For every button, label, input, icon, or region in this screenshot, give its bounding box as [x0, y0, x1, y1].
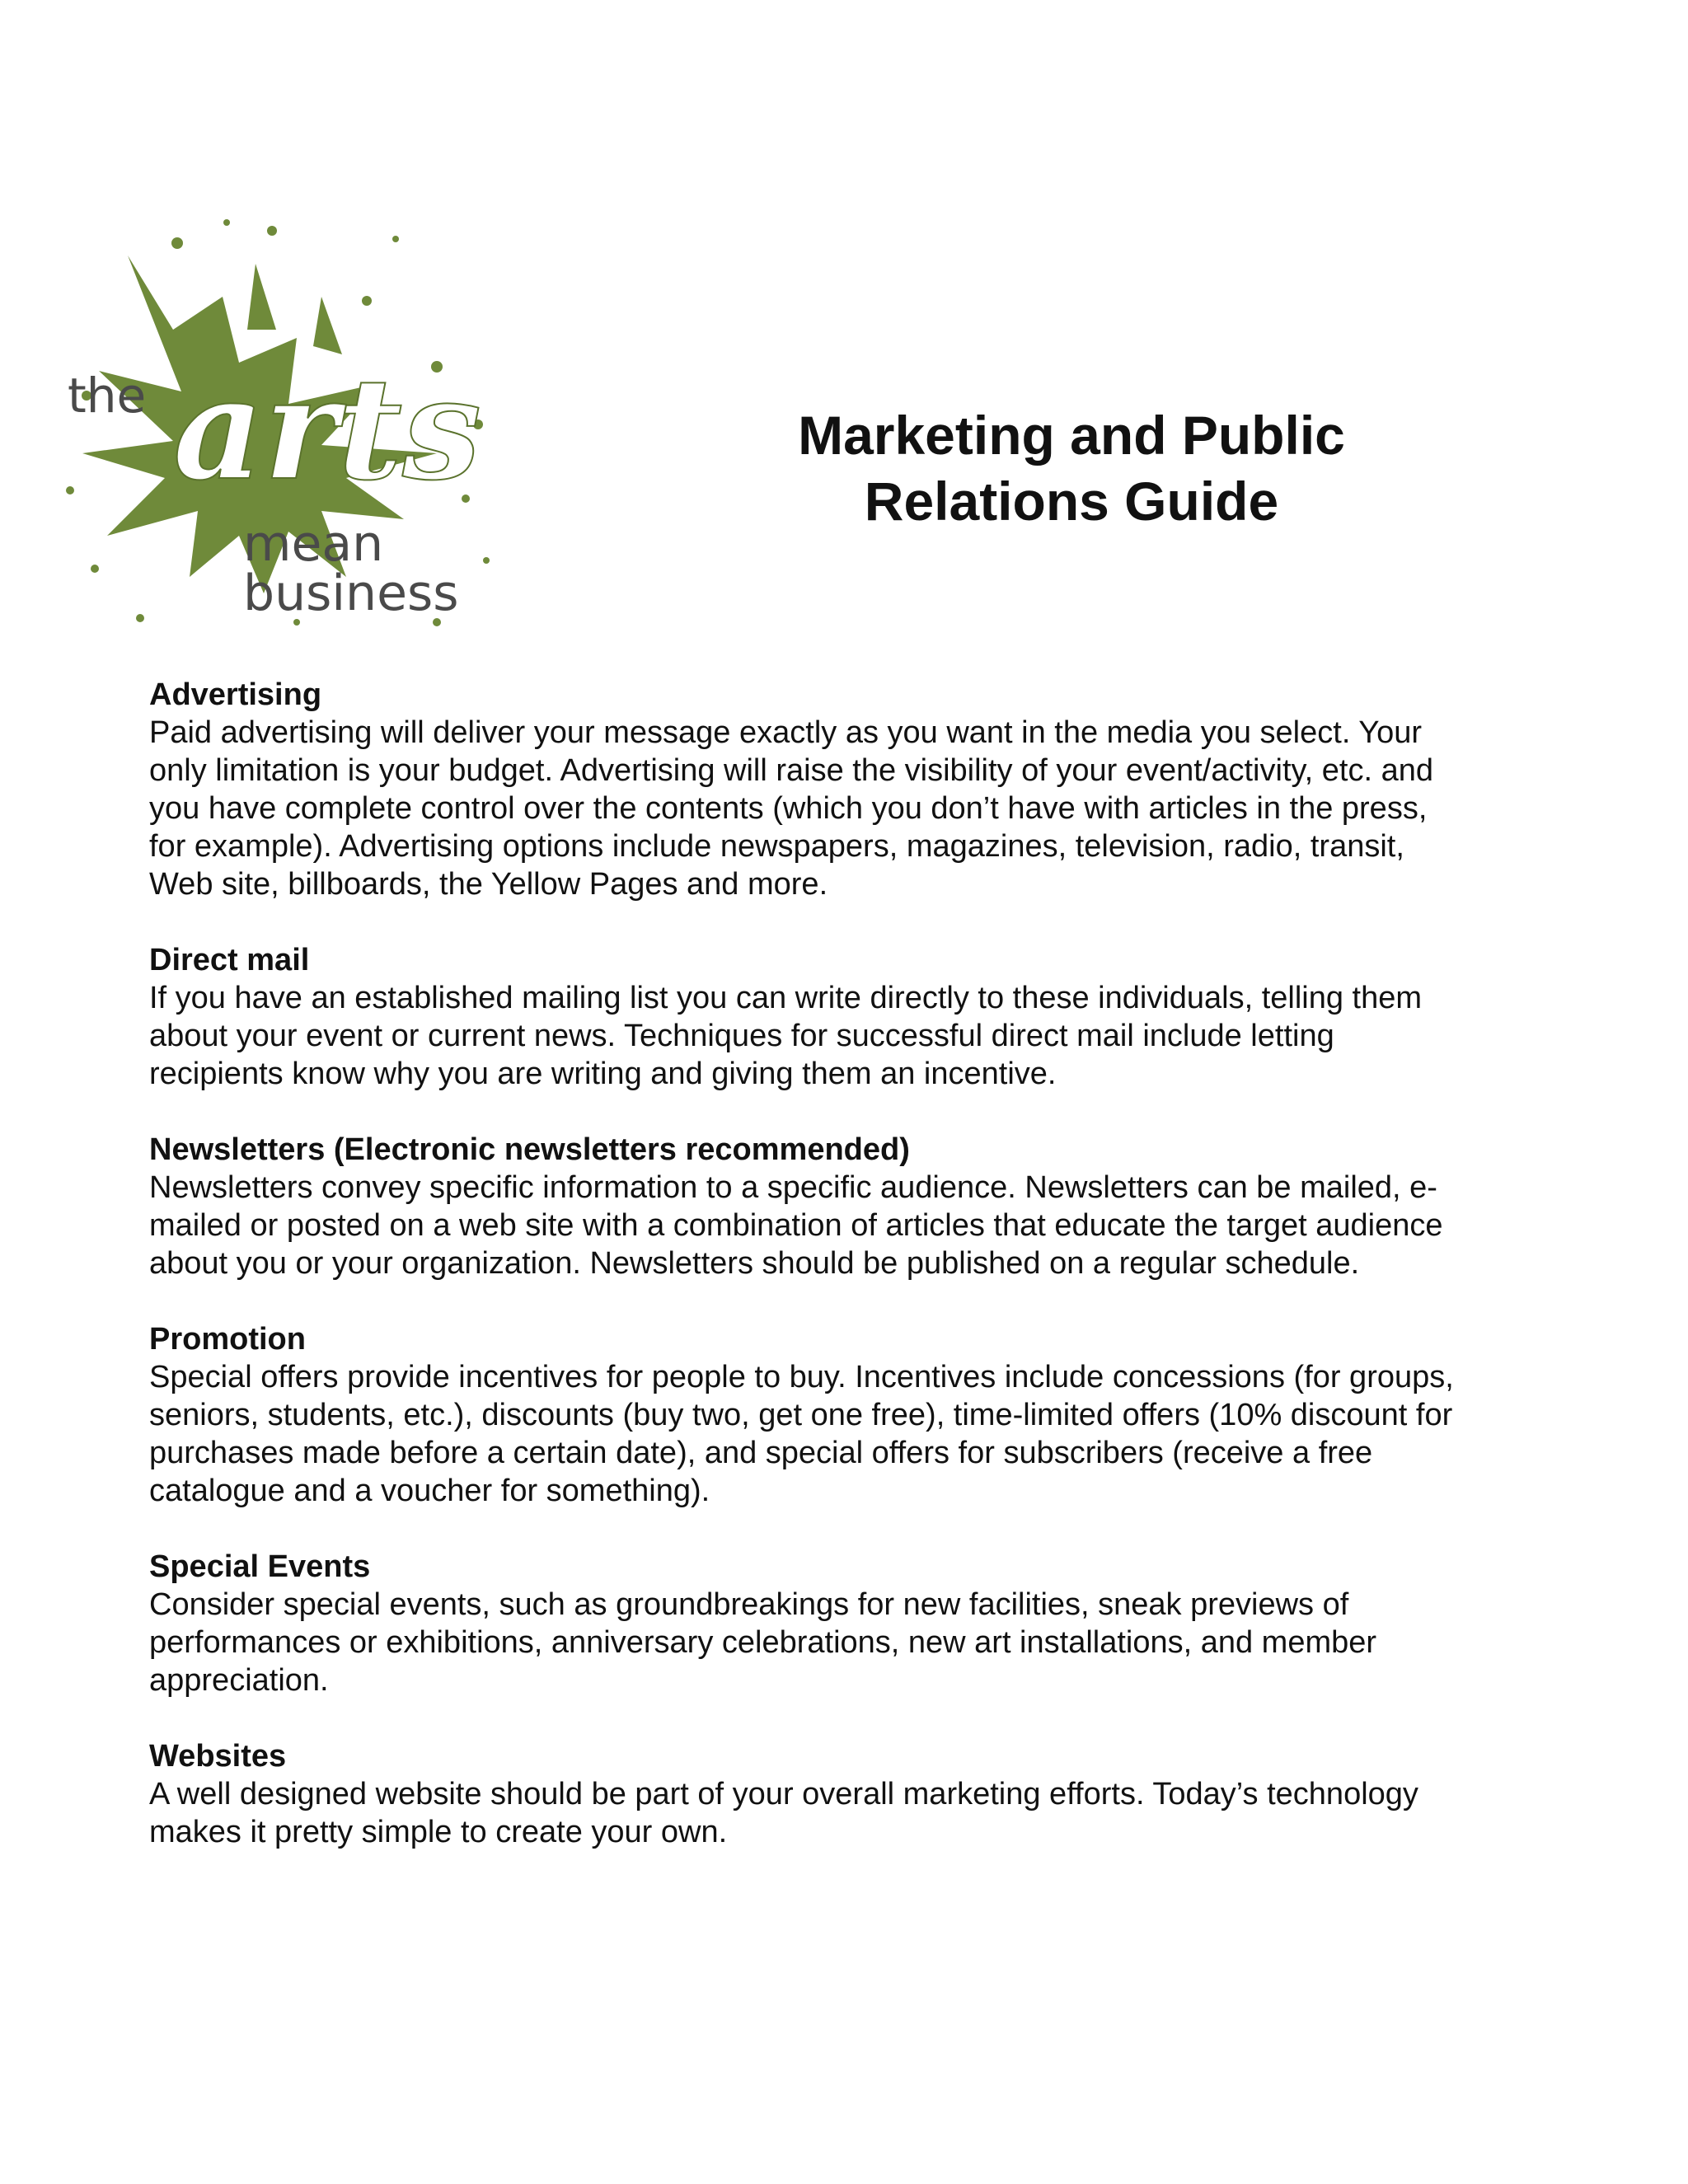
logo-the-word: the: [68, 368, 147, 424]
section-body: If you have an established mailing list you can write directly to these individuals, telling them about your event or current news. Techniques for successful direct mail include letting recipients know why you are writing and giving them an incentive.: [149, 981, 1423, 1091]
document-title: [742, 402, 1401, 534]
section-newsletters: [149, 1131, 1550, 1282]
guide-content: [149, 676, 1550, 1889]
section-body: A well designed website should be part of your overall marketing efforts. Today’s technology makes it pretty simple to create your own.: [149, 1777, 1418, 1849]
section-heading: Direct mail: [149, 943, 310, 977]
section-websites: [149, 1737, 1550, 1851]
section-direct-mail: [149, 941, 1550, 1093]
section-heading: Websites: [149, 1739, 287, 1774]
title-line-1: Marketing and Public: [798, 405, 1345, 466]
section-body: Paid advertising will deliver your message exactly as you want in the media you select. Your only limitation is your budget. Advertising will raise the visibility of your event/activity, etc. and you have complete control over the contents (which you don’t have with articles in the press, for example). Advertising options include newspapers, magazines, television, radio, transit, Web site, billboards, the Yellow Pages and more.: [149, 715, 1433, 902]
section-special-events: [149, 1548, 1550, 1699]
section-promotion: [149, 1320, 1550, 1510]
logo-mean-word: mean: [243, 515, 384, 573]
section-advertising: [149, 676, 1550, 903]
section-heading: Special Events: [149, 1549, 371, 1584]
section-heading: Advertising: [149, 677, 322, 712]
section-heading: Promotion: [149, 1322, 306, 1357]
section-body: Special offers provide incentives for people to buy. Incentives include concessions (for groups, seniors, students, etc.), discounts (buy two, get one free), time-limited offers (10% discount for purchases made before a certain date), and special offers for subscribers (receive a free catalogue and a voucher for something).: [149, 1360, 1454, 1508]
title-line-2: Relations Guide: [864, 471, 1279, 532]
section-body: Consider special events, such as groundbreakings for new facilities, sneak previews of performances or exhibitions, anniversary celebrations, new art installations, and member appreciation.: [149, 1587, 1377, 1698]
arts-mean-business-logo: [49, 206, 536, 651]
logo-business-word: business: [243, 565, 459, 622]
section-heading: Newsletters (Electronic newsletters recommended): [149, 1132, 910, 1167]
section-body: Newsletters convey specific information to a specific audience. Newsletters can be mailed, e- mailed or posted on a web site with a combination of articles that educate the target audience about you or your organization. Newsletters should be published on a regular schedule.: [149, 1170, 1443, 1281]
logo-graphic: [49, 206, 536, 651]
logo-arts-word: arts: [173, 347, 481, 512]
